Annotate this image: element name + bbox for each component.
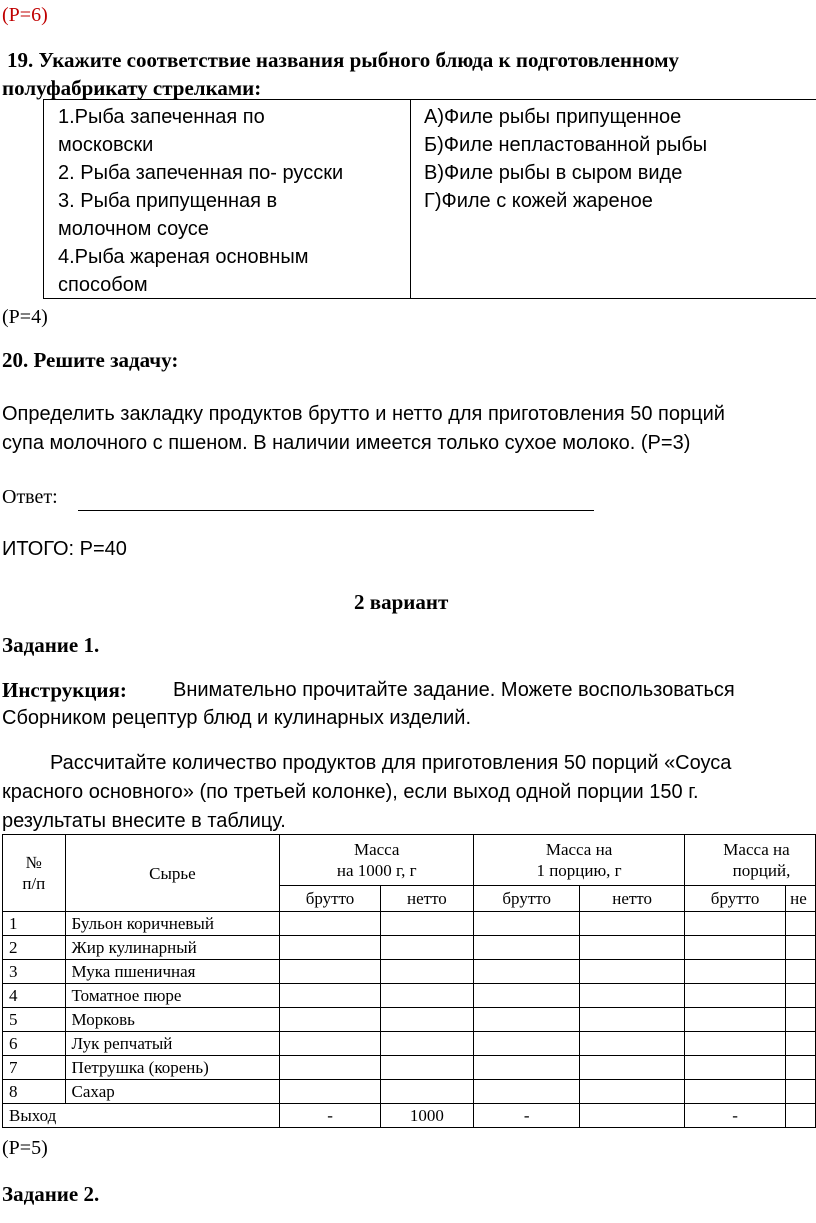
- table-row: [3, 912, 816, 936]
- ingredients-table: [2, 834, 816, 1128]
- value-cell[interactable]: [474, 936, 580, 960]
- table-row: [3, 960, 816, 984]
- ingredient-name: Лук репчатый: [65, 1032, 280, 1056]
- value-cell[interactable]: [474, 1080, 580, 1104]
- task1-text-line2: красного основного» (по третьей колонке), если выход одной порции 150 г.: [2, 781, 699, 803]
- semi-product-line: А)Филе рыбы припущенное: [424, 106, 682, 128]
- value-cell[interactable]: [684, 1032, 785, 1056]
- dish-line: способом: [58, 274, 148, 296]
- value-cell[interactable]: [580, 1032, 685, 1056]
- header-number-line1: №: [25, 853, 42, 872]
- task1-text-line3: результаты внесите в таблицу.: [2, 810, 286, 832]
- output-value: -: [474, 1104, 580, 1128]
- value-cell[interactable]: [474, 912, 580, 936]
- value-cell[interactable]: [474, 1008, 580, 1032]
- header-mass-portion: [474, 835, 685, 886]
- value-cell[interactable]: [380, 984, 473, 1008]
- task2-title: Задание 2.: [2, 1182, 100, 1206]
- header-mass-1000-line1: Масса: [353, 840, 400, 859]
- row-number: 4: [3, 984, 66, 1008]
- ingredient-name: Петрушка (корень): [65, 1056, 280, 1080]
- header-mass-50: [684, 835, 815, 886]
- dish-line: 2. Рыба запеченная по- русски: [58, 162, 344, 184]
- dish-line: московски: [58, 134, 154, 156]
- table-row: [3, 1008, 816, 1032]
- value-cell[interactable]: [684, 936, 785, 960]
- dish-line: 3. Рыба припущенная в: [58, 190, 278, 212]
- output-value: 1000: [380, 1104, 473, 1128]
- value-cell[interactable]: [786, 1032, 816, 1056]
- header-mass-50-line2: порций,: [732, 861, 791, 880]
- instruction-text-line2: Сборником рецептур блюд и кулинарных изделий.: [2, 707, 472, 729]
- table-row: [3, 1056, 816, 1080]
- value-cell[interactable]: [280, 936, 380, 960]
- value-cell[interactable]: [580, 1080, 685, 1104]
- value-cell[interactable]: [280, 912, 380, 936]
- value-cell[interactable]: [786, 1056, 816, 1080]
- value-cell[interactable]: [280, 1008, 380, 1032]
- value-cell[interactable]: [280, 1032, 380, 1056]
- table-row: [3, 1032, 816, 1056]
- header-mass-1000-line2: на 1000 г, г: [336, 861, 417, 880]
- ingredient-name: Томатное пюре: [65, 984, 280, 1008]
- semi-product-line: Б)Филе непластованной рыбы: [424, 134, 708, 156]
- value-cell[interactable]: [380, 1008, 473, 1032]
- value-cell[interactable]: [280, 1080, 380, 1104]
- row-number: 1: [3, 912, 66, 936]
- value-cell[interactable]: [474, 1032, 580, 1056]
- value-cell[interactable]: [684, 912, 785, 936]
- value-cell[interactable]: [786, 936, 816, 960]
- ingredient-name: Морковь: [65, 1008, 280, 1032]
- q19-title-line1: 19. Укажите соответствие названия рыбного блюда к подготовленному: [7, 48, 680, 72]
- answer-blank-line[interactable]: [78, 510, 594, 511]
- row-number: 5: [3, 1008, 66, 1032]
- dish-line: 4.Рыба жареная основным: [58, 246, 309, 268]
- value-cell[interactable]: [580, 936, 685, 960]
- value-cell[interactable]: [684, 1008, 785, 1032]
- value-cell[interactable]: [786, 1080, 816, 1104]
- matching-left-column: [44, 100, 411, 298]
- value-cell[interactable]: [380, 1032, 473, 1056]
- row-number: 6: [3, 1032, 66, 1056]
- value-cell[interactable]: [684, 960, 785, 984]
- value-cell[interactable]: [380, 1080, 473, 1104]
- value-cell[interactable]: [280, 984, 380, 1008]
- ingredient-name: Мука пшеничная: [65, 960, 280, 984]
- sub-header-net: не: [786, 886, 816, 912]
- value-cell[interactable]: [474, 1056, 580, 1080]
- value-cell[interactable]: [580, 960, 685, 984]
- dish-line: молочном соусе: [58, 218, 209, 240]
- value-cell[interactable]: [786, 960, 816, 984]
- ingredient-name: Сахар: [65, 1080, 280, 1104]
- header-number: [3, 835, 66, 912]
- task1-title: Задание 1.: [2, 633, 100, 657]
- q20-text-line1: Определить закладку продуктов брутто и нетто для приготовления 50 порций: [2, 403, 725, 425]
- answer-label: Ответ:: [2, 486, 58, 508]
- q19-points: (Р=4): [2, 306, 48, 328]
- row-number: 7: [3, 1056, 66, 1080]
- output-label: Выход: [3, 1104, 280, 1128]
- header-number-line2: п/п: [22, 874, 46, 893]
- value-cell[interactable]: [580, 984, 685, 1008]
- table-row: [3, 1080, 816, 1104]
- value-cell[interactable]: [380, 1056, 473, 1080]
- header-mass-50-line1: Масса на: [723, 840, 790, 859]
- table-row: [3, 936, 816, 960]
- value-cell[interactable]: [580, 1056, 685, 1080]
- sub-header-gross: брутто: [474, 886, 580, 912]
- row-number: 8: [3, 1080, 66, 1104]
- value-cell[interactable]: [280, 960, 380, 984]
- value-cell[interactable]: [474, 984, 580, 1008]
- header-mass-portion-line1: Масса на: [545, 840, 613, 859]
- header-raw-material: Сырье: [65, 835, 280, 912]
- sub-header-net: нетто: [580, 886, 685, 912]
- output-row: [3, 1104, 816, 1128]
- task1-points: (Р=5): [2, 1137, 48, 1159]
- table-row: [3, 984, 816, 1008]
- instruction-text-line1: Внимательно прочитайте задание. Можете воспользоваться: [173, 679, 735, 701]
- sub-header-gross: брутто: [684, 886, 785, 912]
- semi-product-line: В)Филе рыбы в сыром виде: [424, 162, 683, 184]
- dish-line: 1.Рыба запеченная по: [58, 106, 265, 128]
- value-cell[interactable]: [684, 1080, 785, 1104]
- semi-product-line: Г)Филе с кожей жареное: [424, 190, 653, 212]
- header-mass-1000: [280, 835, 474, 886]
- matching-right-column: [410, 100, 816, 298]
- row-number: 3: [3, 960, 66, 984]
- output-value: -: [280, 1104, 380, 1128]
- output-value: -: [684, 1104, 785, 1128]
- value-cell[interactable]: [786, 912, 816, 936]
- header-mass-portion-line2: 1 порцию, г: [536, 861, 622, 880]
- instruction-label: Инструкция:: [2, 678, 127, 702]
- value-cell[interactable]: [786, 984, 816, 1008]
- value-cell[interactable]: [684, 1056, 785, 1080]
- row-number: 2: [3, 936, 66, 960]
- total-points: ИТОГО: Р=40: [2, 538, 127, 560]
- ingredient-name: Бульон коричневый: [65, 912, 280, 936]
- value-cell[interactable]: [684, 984, 785, 1008]
- value-cell[interactable]: [380, 960, 473, 984]
- variant-heading: 2 вариант: [354, 590, 449, 614]
- value-cell[interactable]: [280, 1056, 380, 1080]
- value-cell[interactable]: [786, 1008, 816, 1032]
- q20-text-line2: супа молочного с пшеном. В наличии имеется только сухое молоко. (Р=3): [2, 432, 691, 454]
- output-value[interactable]: [580, 1104, 685, 1128]
- value-cell[interactable]: [474, 960, 580, 984]
- task1-text-line1: Рассчитайте количество продуктов для приготовления 50 порций «Соуса: [50, 752, 732, 774]
- q19-title-line2: полуфабрикату стрелками:: [2, 76, 262, 100]
- points-label-red: (Р=6): [2, 4, 48, 26]
- output-value[interactable]: [786, 1104, 816, 1128]
- value-cell[interactable]: [380, 936, 473, 960]
- q20-title: 20. Решите задачу:: [2, 348, 179, 372]
- sub-header-net: нетто: [380, 886, 473, 912]
- matching-table: [43, 99, 816, 299]
- sub-header-gross: брутто: [280, 886, 380, 912]
- value-cell[interactable]: [580, 1008, 685, 1032]
- value-cell[interactable]: [580, 912, 685, 936]
- value-cell[interactable]: [380, 912, 473, 936]
- ingredient-name: Жир кулинарный: [65, 936, 280, 960]
